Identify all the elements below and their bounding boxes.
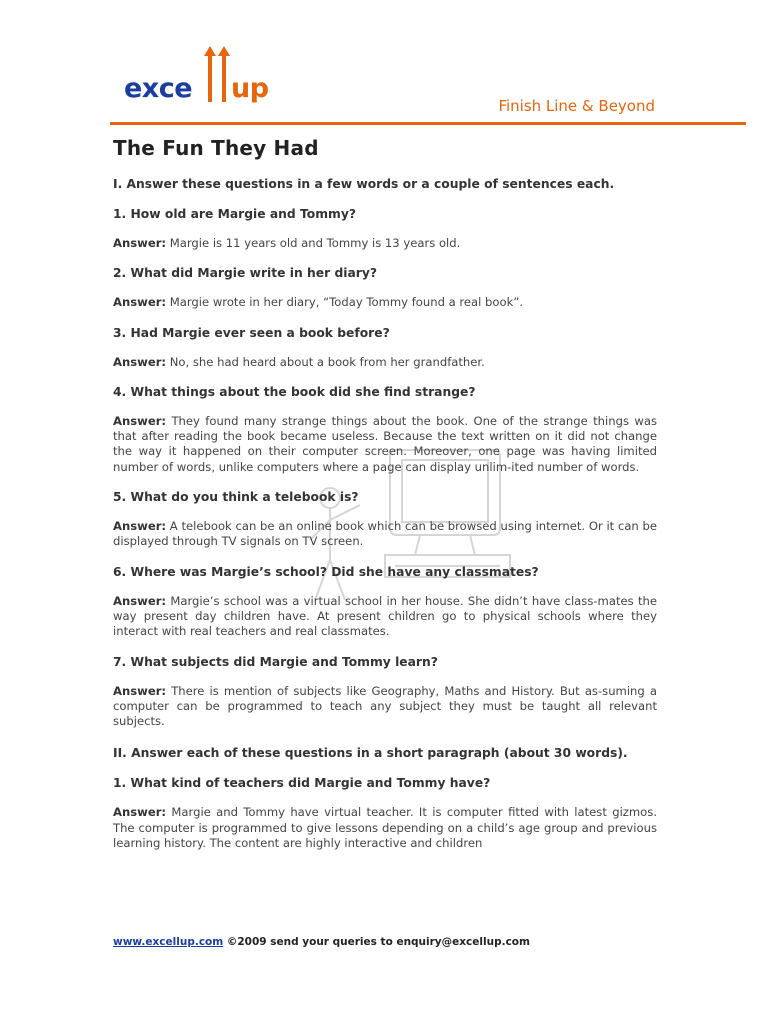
answer bbox=[113, 236, 657, 251]
document-body bbox=[113, 136, 657, 851]
answer-label: Answer: bbox=[113, 413, 167, 428]
logo-text-left: exce bbox=[124, 73, 193, 104]
page-header bbox=[0, 0, 768, 126]
website-link[interactable]: www.excellup.com bbox=[113, 936, 224, 948]
answer-label: Answer: bbox=[113, 593, 167, 608]
page-title: The Fun They Had bbox=[113, 136, 319, 160]
answer-label: Answer: bbox=[113, 683, 167, 698]
up-arrows-icon bbox=[204, 46, 232, 102]
answer bbox=[113, 414, 657, 475]
section-heading-2: II. Answer each of these questions in a short paragraph (about 30 words). bbox=[113, 746, 628, 761]
question: 4. What things about the book did she find strange? bbox=[113, 384, 476, 399]
section-heading-1: I. Answer these questions in a few words or a couple of sentences each. bbox=[113, 177, 615, 191]
answer-label: Answer: bbox=[113, 519, 167, 534]
question: 6. Where was Margie’s school? Did she have any classmates? bbox=[113, 564, 539, 579]
answer-text: Margie’s school was a virtual school in her house. She didn’t have class-mates the way present day children have. At present children go to physical schools where they interact with real teachers and real classmates. bbox=[113, 593, 657, 639]
answer-text: A telebook can be an online book which can be browsed using internet. Or it can be displayed through TV signals on TV screen. bbox=[113, 519, 657, 549]
answer bbox=[113, 355, 657, 370]
question: 3. Had Margie ever seen a book before? bbox=[113, 325, 390, 340]
question: 1. How old are Margie and Tommy? bbox=[113, 207, 356, 221]
question: 7. What subjects did Margie and Tommy learn? bbox=[113, 654, 438, 669]
question-list-2 bbox=[113, 775, 657, 851]
answer-text: Margie wrote in her diary, “Today Tommy found a real book”. bbox=[169, 295, 524, 310]
footer-text: ©2009 send your queries to enquiry@excellup.com bbox=[223, 936, 530, 948]
answer-text: Margie and Tommy have virtual teacher. It is computer fitted with latest gizmos. The computer is programmed to give lessons depending on a child’s age group and previous learning history. The content are highly interactive and children bbox=[113, 805, 658, 851]
question: 2. What did Margie write in her diary? bbox=[113, 266, 377, 281]
excellup-logo[interactable] bbox=[124, 46, 284, 108]
answer bbox=[113, 519, 657, 550]
answer-text: No, she had heard about a book from her grandfather. bbox=[169, 354, 485, 369]
answer-text: Margie is 11 years old and Tommy is 13 years old. bbox=[169, 236, 461, 250]
answer-label: Answer: bbox=[113, 805, 167, 820]
answer bbox=[113, 295, 657, 310]
header-divider bbox=[110, 122, 746, 125]
answer-label: Answer: bbox=[113, 236, 167, 250]
answer-text: They found many strange things about the book. One of the strange things was that after reading the book became useless. Because the text written on it did not change the way it happened on their computer screen. Moreover, one page was having limited number of words, unlike computers where a page can display unlim-ited number of words. bbox=[113, 413, 658, 474]
question: 1. What kind of teachers did Margie and Tommy have? bbox=[113, 776, 491, 791]
answer bbox=[113, 594, 657, 640]
question: 5. What do you think a telebook is? bbox=[113, 490, 359, 505]
question-list-1 bbox=[113, 206, 657, 729]
answer bbox=[113, 684, 657, 730]
logo-text-right: up bbox=[231, 73, 269, 104]
answer-label: Answer: bbox=[113, 354, 167, 369]
answer-text: There is mention of subjects like Geography, Maths and History. But as-suming a computer can be programmed to teach any subject they must be taught all relevant subjects. bbox=[113, 683, 658, 729]
answer bbox=[113, 805, 657, 851]
tagline: Finish Line & Beyond bbox=[498, 97, 655, 115]
page-footer bbox=[113, 936, 530, 948]
answer-label: Answer: bbox=[113, 295, 167, 310]
